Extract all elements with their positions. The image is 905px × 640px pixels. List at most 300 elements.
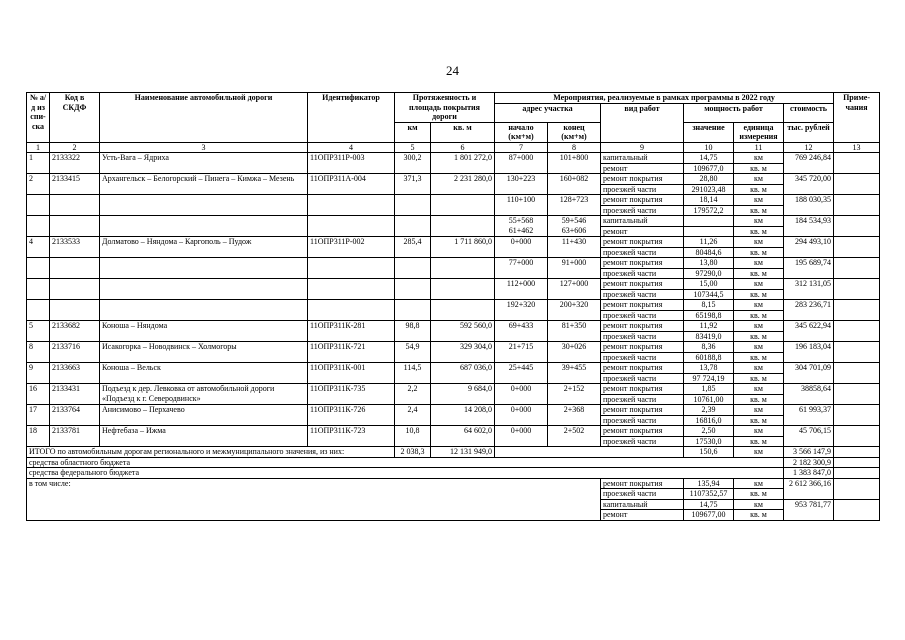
row-cost: 294 493,10 <box>784 237 834 258</box>
including-work-type-line-2: ремонт <box>601 509 683 520</box>
row-num: 8 <box>27 342 50 363</box>
row-work-type-line-2: проезжей части <box>601 436 683 447</box>
row-road-name: Долматово – Няндома – Каргополь – Пудож <box>100 237 308 258</box>
totals-notes <box>834 447 880 458</box>
row-value-line-2: 83419,0 <box>684 331 733 342</box>
row-end: 101+800 <box>548 153 601 174</box>
table-row <box>27 426 880 447</box>
row-value-line-2: 16816,0 <box>684 415 733 426</box>
row-work-type-line-1: ремонт покрытия <box>603 405 663 414</box>
row-value-line-2: 97290,0 <box>684 268 733 279</box>
including-row <box>27 478 880 499</box>
head-measures: Мероприятия, реализуемые в рамках программы в 2022 году <box>495 93 834 104</box>
row-cost: 195 689,74 <box>784 258 834 279</box>
row-value-line-2: 17530,0 <box>684 436 733 447</box>
row-unit-line-2: кв. м <box>734 268 783 279</box>
row-value-line-2: 179572,2 <box>684 205 733 216</box>
including-unit-line-1: км <box>754 499 763 509</box>
row-road-name <box>100 216 308 237</box>
row-num: 5 <box>27 321 50 342</box>
row-length-km: 2,4 <box>395 405 431 426</box>
federal-budget-cost: 1 383 847,0 <box>784 468 834 479</box>
row-code: 2133716 <box>50 342 100 363</box>
row-code: 2133781 <box>50 426 100 447</box>
page-number: 24 <box>446 63 459 78</box>
row-cost: 769 246,84 <box>784 153 834 174</box>
row-identifier: 11ОПР311К-735 <box>308 384 395 405</box>
federal-budget-row <box>27 468 880 479</box>
row-end: 59+546 63+606 <box>548 216 601 237</box>
row-work-type <box>601 300 684 321</box>
row-work-type-line-2: проезжей части <box>601 394 683 405</box>
table-row <box>27 342 880 363</box>
row-cost: 45 706,15 <box>784 426 834 447</box>
row-value-line-2: 107344,5 <box>684 289 733 300</box>
column-number: 9 <box>601 142 684 153</box>
row-num: 2 <box>27 174 50 195</box>
row-start: 25+445 <box>495 363 548 384</box>
row-unit <box>734 363 784 384</box>
row-length-km <box>395 300 431 321</box>
row-unit-line-2: кв. м <box>734 394 783 405</box>
including-cost: 953 781,77 <box>784 499 834 520</box>
totals-sqm: 12 131 949,0 <box>431 447 495 458</box>
row-notes <box>834 237 880 258</box>
including-work-type-line-1: ремонт покрытия <box>603 478 663 488</box>
row-cost: 38858,64 <box>784 384 834 405</box>
including-label: в том числе: <box>27 478 601 520</box>
row-code <box>50 258 100 279</box>
row-end: 2+152 <box>548 384 601 405</box>
row-identifier: 11ОПР311К-281 <box>308 321 395 342</box>
regional-budget-row <box>27 457 880 468</box>
row-code: 2133764 <box>50 405 100 426</box>
row-work-type-line-2: проезжей части <box>601 205 683 216</box>
row-code: 2133431 <box>50 384 100 405</box>
row-area-sqm <box>431 216 495 237</box>
row-end: 11+430 <box>548 237 601 258</box>
row-unit <box>734 216 784 237</box>
including-unit-line-2: кв. м <box>734 509 783 520</box>
totals-label: ИТОГО по автомобильным дорогам регионального и межмуниципального значения, из них: <box>27 447 395 458</box>
row-code: 2133533 <box>50 237 100 258</box>
row-area-sqm: 592 560,0 <box>431 321 495 342</box>
row-identifier <box>308 216 395 237</box>
row-cost: 61 993,37 <box>784 405 834 426</box>
table-row <box>27 237 880 258</box>
row-code <box>50 216 100 237</box>
row-work-type-line-1: капитальный <box>603 153 648 162</box>
including-value-line-1: 14,75 <box>699 499 718 509</box>
row-road-name <box>100 300 308 321</box>
including-value <box>684 499 734 520</box>
table-row <box>27 363 880 384</box>
row-value-line-1: 2,39 <box>701 405 716 414</box>
row-code: 2133415 <box>50 174 100 195</box>
row-unit-line-2: кв. м <box>734 331 783 342</box>
row-work-type-line-2: проезжей части <box>601 268 683 279</box>
including-unit-line-1: км <box>754 478 763 488</box>
row-area-sqm: 687 036,0 <box>431 363 495 384</box>
head-cost: стоимость <box>784 103 834 122</box>
row-end: 127+000 <box>548 279 601 300</box>
head-unit: единица измерения <box>734 122 784 142</box>
row-unit-line-1: км <box>754 342 763 351</box>
table-row <box>27 216 880 237</box>
column-numbers-row <box>27 142 880 153</box>
row-start: 87+000 <box>495 153 548 174</box>
table-row <box>27 258 880 279</box>
row-work-type <box>601 237 684 258</box>
row-start: 112+000 <box>495 279 548 300</box>
row-work-type <box>601 321 684 342</box>
row-notes <box>834 279 880 300</box>
row-value <box>684 195 734 216</box>
table-row <box>27 174 880 195</box>
including-work-type-line-2: проезжей части <box>601 488 683 499</box>
row-start: 0+000 <box>495 405 548 426</box>
row-code: 2133682 <box>50 321 100 342</box>
row-work-type-line-1: ремонт покрытия <box>603 279 663 288</box>
head-value: значение <box>684 122 734 142</box>
row-identifier <box>308 195 395 216</box>
row-area-sqm: 329 304,0 <box>431 342 495 363</box>
row-num: 9 <box>27 363 50 384</box>
row-length-km <box>395 279 431 300</box>
row-road-name <box>100 258 308 279</box>
row-unit-line-1: км <box>754 279 763 288</box>
row-identifier: 11ОПР311А-004 <box>308 174 395 195</box>
row-area-sqm: 1 801 272,0 <box>431 153 495 174</box>
row-unit-line-1: км <box>754 216 763 225</box>
column-number: 5 <box>395 142 431 153</box>
head-end: конец (км+м) <box>548 122 601 142</box>
row-code: 2133322 <box>50 153 100 174</box>
including-notes <box>834 499 880 520</box>
row-end: 39+455 <box>548 363 601 384</box>
row-unit <box>734 279 784 300</box>
row-unit-line-2: кв. м <box>734 289 783 300</box>
row-value <box>684 237 734 258</box>
totals-empty <box>495 447 684 458</box>
row-work-type-line-2: проезжей части <box>601 247 683 258</box>
row-notes <box>834 153 880 174</box>
row-unit <box>734 153 784 174</box>
row-road-name: Анисимово – Перхачево <box>100 405 308 426</box>
head-code: Код в СКДФ <box>50 93 100 143</box>
road-repair-table <box>26 92 880 521</box>
row-unit-line-1: км <box>754 384 763 393</box>
row-cost: 345 720,00 <box>784 174 834 195</box>
including-notes <box>834 478 880 499</box>
table-row <box>27 384 880 405</box>
row-area-sqm <box>431 300 495 321</box>
row-work-type <box>601 195 684 216</box>
row-road-name <box>100 195 308 216</box>
row-value-line-2: 97 724,19 <box>684 373 733 384</box>
row-start: 69+433 <box>495 321 548 342</box>
row-work-type-line-1: ремонт покрытия <box>603 258 663 267</box>
row-start: 77+000 <box>495 258 548 279</box>
row-unit <box>734 300 784 321</box>
row-notes <box>834 342 880 363</box>
row-value <box>684 342 734 363</box>
row-length-km <box>395 258 431 279</box>
row-num: 18 <box>27 426 50 447</box>
row-identifier <box>308 300 395 321</box>
row-unit <box>734 426 784 447</box>
row-work-type <box>601 384 684 405</box>
row-value-line-1: 8,15 <box>701 300 716 309</box>
column-number: 7 <box>495 142 548 153</box>
row-value <box>684 258 734 279</box>
row-unit-line-2: кв. м <box>734 205 783 216</box>
column-number: 10 <box>684 142 734 153</box>
row-area-sqm: 2 231 280,0 <box>431 174 495 195</box>
row-unit-line-2: кв. м <box>734 184 783 195</box>
row-unit-line-2: кв. м <box>734 310 783 321</box>
row-start: 0+000 <box>495 426 548 447</box>
row-cost: 283 236,71 <box>784 300 834 321</box>
row-length-km: 54,9 <box>395 342 431 363</box>
row-work-type-line-2: проезжей части <box>601 415 683 426</box>
row-length-km: 285,4 <box>395 237 431 258</box>
row-value-line-2: 80484,6 <box>684 247 733 258</box>
including-value <box>684 478 734 499</box>
head-sqm: кв. м <box>431 122 495 142</box>
row-value <box>684 405 734 426</box>
row-start: 110+100 <box>495 195 548 216</box>
column-number: 3 <box>100 142 308 153</box>
row-road-name: Архангельск – Белогорский – Пинега – Кимжа – Мезень <box>100 174 308 195</box>
row-unit <box>734 258 784 279</box>
row-value-line-2: 10761,00 <box>684 394 733 405</box>
row-unit <box>734 321 784 342</box>
row-work-type-line-1: капитальный <box>603 216 648 225</box>
column-number: 2 <box>50 142 100 153</box>
row-work-type <box>601 405 684 426</box>
row-length-km: 114,5 <box>395 363 431 384</box>
row-work-type-line-1: ремонт покрытия <box>603 426 663 435</box>
row-value-line-1: 1,85 <box>701 384 716 393</box>
including-value-line-2: 109677,00 <box>684 509 733 520</box>
row-work-type-line-1: ремонт покрытия <box>603 195 663 204</box>
row-notes <box>834 216 880 237</box>
row-length-km: 98,8 <box>395 321 431 342</box>
row-unit-line-1: км <box>754 237 763 246</box>
row-code <box>50 195 100 216</box>
row-value-line-1: 11,26 <box>699 237 718 246</box>
row-area-sqm <box>431 279 495 300</box>
row-notes <box>834 426 880 447</box>
row-value-line-1: 14,75 <box>699 153 718 162</box>
totals-unit: км <box>734 447 784 458</box>
row-work-type-line-1: ремонт покрытия <box>603 363 663 372</box>
row-work-type <box>601 216 684 237</box>
row-area-sqm: 14 208,0 <box>431 405 495 426</box>
row-notes <box>834 195 880 216</box>
row-cost: 312 131,05 <box>784 279 834 300</box>
head-identifier: Идентификатор <box>308 93 395 143</box>
table-row <box>27 195 880 216</box>
row-notes <box>834 363 880 384</box>
including-work-type <box>601 499 684 520</box>
column-number: 8 <box>548 142 601 153</box>
row-end: 2+368 <box>548 405 601 426</box>
row-unit-line-2: кв. м <box>734 226 783 237</box>
row-work-type-line-2: проезжей части <box>601 184 683 195</box>
row-num <box>27 195 50 216</box>
row-code <box>50 300 100 321</box>
row-work-type-line-2: ремонт <box>601 163 683 174</box>
row-value-line-2 <box>684 226 733 237</box>
row-start: 21+715 <box>495 342 548 363</box>
row-value-line-1: 28,80 <box>699 174 718 183</box>
regional-budget-cost: 2 182 300,9 <box>784 457 834 468</box>
row-road-name: Усть-Вага – Ядриха <box>100 153 308 174</box>
row-length-km: 10,8 <box>395 426 431 447</box>
row-start: 0+000 <box>495 384 548 405</box>
head-start: начало (км+м) <box>495 122 548 142</box>
row-num <box>27 300 50 321</box>
column-number: 11 <box>734 142 784 153</box>
row-unit-line-2: кв. м <box>734 436 783 447</box>
row-identifier: 11ОПР311К-721 <box>308 342 395 363</box>
row-value <box>684 153 734 174</box>
head-address: адрес участка <box>495 103 601 122</box>
row-unit <box>734 342 784 363</box>
row-unit-line-1: км <box>754 153 763 162</box>
row-start: 192+320 <box>495 300 548 321</box>
row-value-line-2: 65198,8 <box>684 310 733 321</box>
row-unit-line-1: км <box>754 300 763 309</box>
row-value-line-2: 291023,48 <box>684 184 733 195</box>
row-value <box>684 216 734 237</box>
row-unit-line-2: кв. м <box>734 415 783 426</box>
row-value-line-1 <box>684 216 733 226</box>
row-road-name: Коноша – Няндома <box>100 321 308 342</box>
row-identifier: 11ОПР311Р-003 <box>308 153 395 174</box>
row-work-type <box>601 342 684 363</box>
row-identifier <box>308 258 395 279</box>
row-length-km <box>395 195 431 216</box>
row-start: 0+000 <box>495 237 548 258</box>
row-num: 17 <box>27 405 50 426</box>
row-value <box>684 363 734 384</box>
table-row <box>27 405 880 426</box>
row-unit-line-1: км <box>754 426 763 435</box>
row-work-type-line-1: ремонт покрытия <box>603 300 663 309</box>
row-identifier: 11ОПР311К-001 <box>308 363 395 384</box>
row-identifier: 11ОПР311К-723 <box>308 426 395 447</box>
totals-value: 150,6 <box>684 447 734 458</box>
row-value <box>684 426 734 447</box>
row-work-type-line-2: ремонт <box>601 226 683 237</box>
regional-budget-notes <box>834 457 880 468</box>
row-unit-line-1: км <box>754 258 763 267</box>
row-cost: 196 183,04 <box>784 342 834 363</box>
federal-budget-notes <box>834 468 880 479</box>
row-area-sqm: 9 684,0 <box>431 384 495 405</box>
row-notes <box>834 405 880 426</box>
row-work-type <box>601 426 684 447</box>
row-work-type <box>601 174 684 195</box>
row-work-type-line-2: проезжей части <box>601 373 683 384</box>
row-work-type-line-2: проезжей части <box>601 331 683 342</box>
row-work-type-line-2: проезжей части <box>601 352 683 363</box>
row-value <box>684 321 734 342</box>
row-identifier: 11ОПР311Р-002 <box>308 237 395 258</box>
row-length-km <box>395 216 431 237</box>
row-notes <box>834 300 880 321</box>
row-work-type-line-1: ремонт покрытия <box>603 174 663 183</box>
row-start: 130+223 <box>495 174 548 195</box>
row-work-type <box>601 363 684 384</box>
column-number: 13 <box>834 142 880 153</box>
row-unit <box>734 174 784 195</box>
row-identifier: 11ОПР311К-726 <box>308 405 395 426</box>
row-work-type-line-1: ремонт покрытия <box>603 321 663 330</box>
including-value-line-1: 135,94 <box>697 478 720 488</box>
row-unit <box>734 405 784 426</box>
including-work-type <box>601 478 684 499</box>
row-value-line-2: 109677,0 <box>684 163 733 174</box>
row-num: 1 <box>27 153 50 174</box>
row-unit-line-2: кв. м <box>734 352 783 363</box>
row-unit <box>734 384 784 405</box>
row-area-sqm: 1 711 860,0 <box>431 237 495 258</box>
row-length-km: 371,3 <box>395 174 431 195</box>
row-identifier <box>308 279 395 300</box>
row-length-km: 300,2 <box>395 153 431 174</box>
totals-km: 2 038,3 <box>395 447 431 458</box>
head-notes: Приме-чания <box>834 93 880 143</box>
row-unit-line-1: км <box>754 363 763 372</box>
row-road-name <box>100 279 308 300</box>
row-notes <box>834 384 880 405</box>
row-value <box>684 279 734 300</box>
row-end: 128+723 <box>548 195 601 216</box>
row-work-type-line-2: проезжей части <box>601 289 683 300</box>
row-unit-line-1: км <box>754 321 763 330</box>
including-value-line-2: 1107352,57 <box>684 488 733 499</box>
row-value-line-1: 8,36 <box>701 342 716 351</box>
row-value-line-1: 18,14 <box>699 195 718 204</box>
row-unit <box>734 237 784 258</box>
row-value <box>684 384 734 405</box>
row-length-km: 2,2 <box>395 384 431 405</box>
row-value-line-2: 60188,8 <box>684 352 733 363</box>
head-km: км <box>395 122 431 142</box>
row-unit-line-1: км <box>754 405 763 414</box>
row-road-name: Нефтебаза – Ижма <box>100 426 308 447</box>
row-code: 2133663 <box>50 363 100 384</box>
row-notes <box>834 321 880 342</box>
regional-budget-label: средства областного бюджета <box>27 457 784 468</box>
row-area-sqm: 64 602,0 <box>431 426 495 447</box>
table-row <box>27 300 880 321</box>
row-value-line-1: 11,92 <box>699 321 718 330</box>
head-num: № а/д из спи-ска <box>27 93 50 143</box>
row-unit-line-1: км <box>754 195 763 204</box>
column-number: 6 <box>431 142 495 153</box>
row-work-type <box>601 153 684 174</box>
row-unit <box>734 195 784 216</box>
row-unit-line-2: кв. м <box>734 247 783 258</box>
row-num <box>27 258 50 279</box>
head-cost-unit: тыс. рублей <box>784 122 834 142</box>
row-work-type-line-1: ремонт покрытия <box>603 237 663 246</box>
